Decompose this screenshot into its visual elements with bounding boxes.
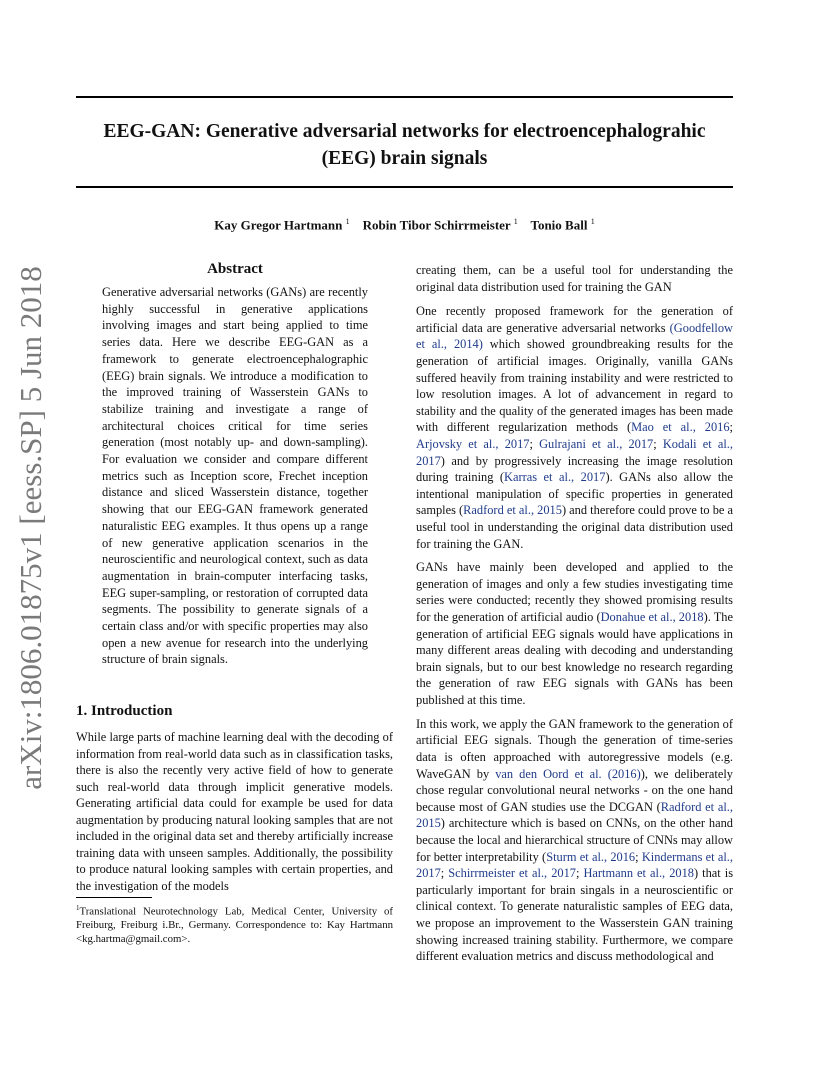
author-affiliation-mark: 1 [590,217,595,226]
paragraph: creating them, can be a useful tool for understanding the original data distribution used for training the GAN [416,263,733,294]
citation-link[interactable]: Mao et al., 2016 [631,420,730,435]
citation-link[interactable]: Donahue et al., 2018 [600,610,704,625]
citation-link[interactable]: Gulrajani et al., 2017 [539,436,654,451]
footnote-text: Translational Neurotechnology Lab, Medical Center, University of Freiburg, Freiburg i.Br., Germany. Correspondence to: Kay Hartmann <kg.hartma@gmail.com>. [76,905,393,945]
footnote-mark: 1 [76,904,80,912]
citation-link[interactable]: Arjovsky et al., 2017 [416,436,530,451]
section-heading-introduction: 1. Introduction [76,703,173,719]
author-affiliation-mark: 1 [513,217,518,226]
citation-link[interactable]: Hartmann et al., 2018 [583,866,694,881]
author-affiliation-mark: 1 [345,217,350,226]
author-list [76,213,733,234]
abstract-body: Generative adversarial networks (GANs) are recently highly successful in generative applications involving images and start being applied to time series data. Here we describe EEG-GAN as a framework to generate electroencephalographic (EEG) brain signals. We introduce a modification to the improved training of Wasserstein GANs to stabilize training and investigate a range of architectural choices critical for time series generation (most notably up- and down-sampling). For evaluation we consider and compare different metrics such as Inception score, Frechet inception distance and sliced Wasserstein distance, together showing that our EEG-GAN framework generated naturalistic EEG examples. It thus opens up a range of new generative application scenarios in the neuroscientific and neurological context, such as data augmentation in brain-computer interfacing tasks, EEG super-sampling, or restoration of corrupted data segments. The possibility to generate signals of a certain class and/or with specific properties may also open a new avenue for research into the underlying structure of brain signals. [102,285,368,667]
arxiv-stamp [6,266,56,790]
introduction-right-column [416,262,733,972]
citation-link[interactable]: Sturm et al., 2016 [546,849,636,864]
citation-link[interactable]: Karras et al., 2017 [504,470,606,485]
citation-link[interactable]: (Goodfellow et al., 2014) [416,320,733,352]
title-bottom-rule [76,186,733,188]
abstract-heading: Abstract [207,261,263,277]
footnote [76,902,393,946]
author-name: Tonio Ball [530,217,588,233]
citation-link[interactable]: Kindermans et al., 2017 [416,849,733,881]
author-name: Robin Tibor Schirrmeister [362,217,511,233]
paragraph: One recently proposed framework for the generation of artificial data are generative adversarial networks (Goodfellow et al., 2014) which showed groundbreaking results for the generation of artificial images. Originally, vanilla GANs suffered heavily from training instability and were restricted to low resolution images. A lot of advancement in regard to stability and the quality of the generated images has been made with different regularization methods (Mao et al., 2016; Arjovsky et al., 2017; Gulrajani et al., 2017; Kodali et al., 2017) and by progressively increasing the image resolution during training (Karras et al., 2017). GANs also allow the intentional manipulation of specific properties in generated samples (Radford et al., 2015) and therefore could prove to be a useful tool in understanding the original data distribution used for training the GAN. [416,304,733,551]
citation-link[interactable]: van den Oord et al. (2016) [495,766,641,781]
introduction-left-column: While large parts of machine learning deal with the decoding of information from real-world data such as in classification tasks, there is also the recently very active field of how to generate such real-world data through implicit generative models. Generating artificial data could for example be used for data augmentation by producing natural looking samples that are not included in the original data set and thereby artificially increase training data with unseen samples. Additionally, the possibility to produce natural looking samples with certain properties, and the investigation of the models [76,730,393,893]
paragraph: In this work, we apply the GAN framework to the generation of artificial EEG signals. Though the generation of time-series data is often approached with autoregressive models (e.g. WaveGAN by van den Oord et al. (2016)), we deliberately chose regular convolutional neural networks - on the one hand because most of GAN studies use the DCGAN (Radford et al., 2015) architecture which is based on CNNs, on the other hand because the local and hierarchical structure of CNNs may allow for better interpretability (Sturm et al., 2016; Kindermans et al., 2017; Schirrmeister et al., 2017; Hartmann et al., 2018) that is particularly important for brain singals in a neuroscientific or clinical context. To generate naturalistic samples of EEG data, we propose an improvement to the Wasserstein GAN training showing increased training stability. Furthermore, we compare different evaluation metrics and discuss methodological and [416,716,734,964]
paper-title: EEG-GAN: Generative adversarial networks for electroencephalograhic (EEG) brain signals [103,121,706,169]
author-name: Kay Gregor Hartmann [214,217,343,233]
citation-link[interactable]: Radford et al., 2015 [416,799,733,831]
arxiv-stamp-text: arXiv:1806.01875v1 [eess.SP] 5 Jun 2018 [13,266,49,790]
citation-link[interactable]: Kodali et al., 2017 [416,436,733,468]
top-rule [76,96,733,98]
citation-link[interactable]: Schirrmeister et al., 2017 [448,866,576,881]
paragraph: GANs have mainly been developed and applied to the generation of images and only a few studies investigating time series were conducted; recently they showed promising results for the generation of artificial audio (Donahue et al., 2018). The generation of artificial EEG signals would have applications in many different areas dealing with decoding and understanding brain signals, but to our best knowledge no research regarding the generation of raw EEG signals with GANs has been published at this time. [416,560,733,708]
citation-link[interactable]: Radford et al., 2015 [463,503,562,518]
footnote-rule [76,897,152,898]
